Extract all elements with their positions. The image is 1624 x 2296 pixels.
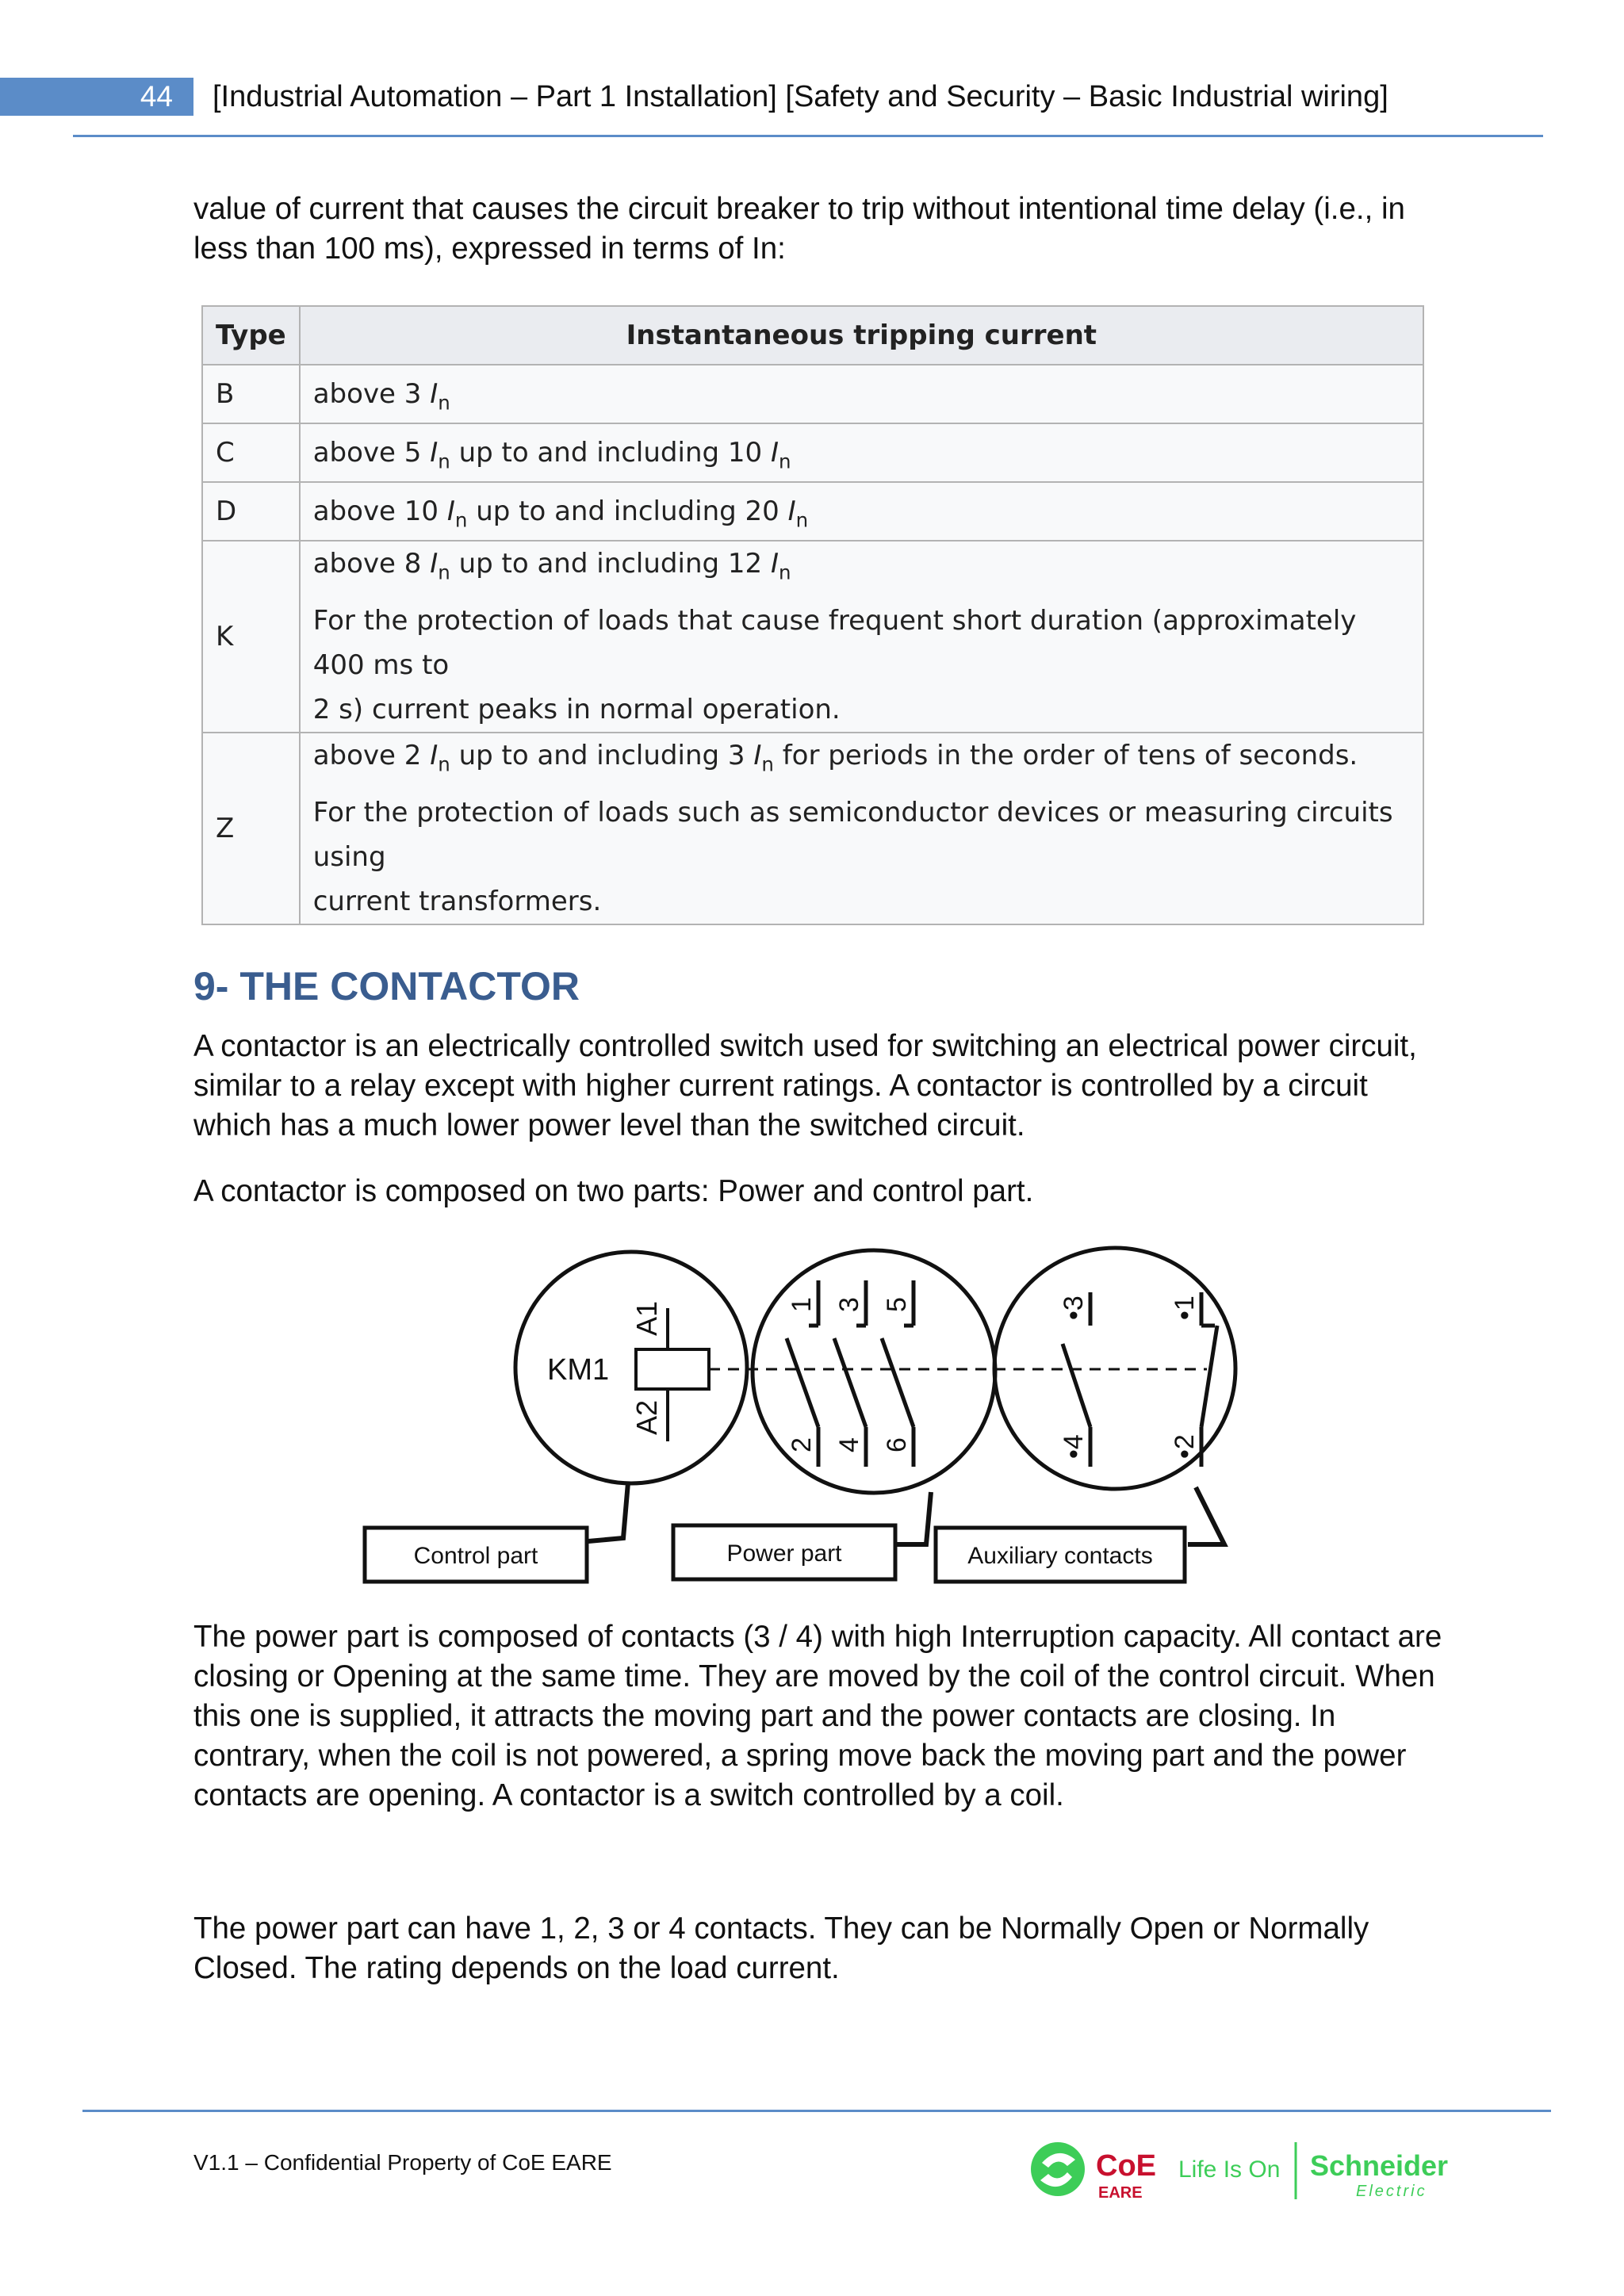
current-cell: above 8 $I_n$ up to and including 12 $I_n$ For the protection of loads that cause frequent short duration (approximately 400 ms to 2 s) current peaks in normal operation.	[300, 541, 1423, 733]
table-header-row	[202, 306, 1423, 365]
intro-paragraph	[193, 189, 1462, 269]
contacts-count-paragraph: The power part can have 1, 2, 3 or 4 contacts. They can be Normally Open or Normally Closed. The rating depends on the load current.	[193, 1911, 1369, 1985]
page-number: 44	[0, 78, 193, 116]
coil-label: KM1	[547, 1353, 610, 1387]
power-terminal-bottom: 2	[787, 1437, 817, 1452]
logo-eare: EARE	[1098, 2184, 1143, 2202]
footer-rule	[82, 2110, 1551, 2112]
header-title: [Industrial Automation – Part 1 Installation] [Safety and Security – Basic Industrial wiring]	[213, 79, 1388, 113]
logo-coe: CoE	[1096, 2149, 1156, 2183]
power-contact-3	[882, 1338, 914, 1427]
power-terminal-bottom: 4	[834, 1437, 864, 1452]
current-cell: above 2 $I_n$ up to and including 3 $I_n$ for periods in the order of tens of seconds. For the protection of loads such as semiconductor devices or measuring circuits using current transformers.	[300, 733, 1423, 924]
power-terminal-bottom: 6	[882, 1437, 912, 1452]
aux-terminal-bottom: •4	[1059, 1434, 1089, 1459]
logo-electric: Electric	[1356, 2183, 1427, 2200]
power-contact-1	[787, 1338, 818, 1427]
power-contact-2	[834, 1338, 866, 1427]
current-cell: above 10 $I_n$ up to and including 20 $I_n$	[300, 482, 1423, 541]
footer-text: V1.1 – Confidential Property of CoE EARE	[193, 2150, 612, 2175]
current-cell: above 3 $I_n$	[300, 365, 1423, 423]
contactor-diagram	[349, 1237, 1269, 1594]
power-part-label: Power part	[726, 1540, 842, 1567]
col-header-type: Type	[202, 306, 300, 365]
section-heading: 9- THE CONTACTOR	[193, 964, 580, 1008]
table-row	[202, 733, 1423, 924]
aux-terminal-top: •3	[1059, 1295, 1089, 1320]
type-cell: C	[202, 423, 300, 482]
power-terminal-top: 1	[787, 1297, 817, 1312]
aux-terminal-bottom: •2	[1170, 1434, 1200, 1459]
col-header-current: Instantaneous tripping current	[300, 306, 1423, 365]
coil-symbol	[636, 1349, 709, 1389]
aux-contacts-label: Auxiliary contacts	[967, 1543, 1153, 1569]
logo-schneider: Schneider	[1310, 2149, 1449, 2182]
power-circle	[753, 1250, 995, 1493]
contactor-parts-paragraph: A contactor is composed on two parts: Power and control part.	[193, 1174, 1034, 1208]
type-cell: Z	[202, 733, 300, 924]
table-row	[202, 541, 1423, 733]
intro-line-2: less than 100 ms), expressed in terms of In:	[193, 232, 786, 266]
footer-logos	[1023, 2131, 1467, 2207]
current-cell: above 5 $I_n$ up to and including 10 $I_n$	[300, 423, 1423, 482]
type-cell: D	[202, 482, 300, 541]
power-terminal-top: 5	[882, 1297, 912, 1312]
control-part-label: Control part	[413, 1543, 538, 1569]
terminal-a1: A1	[630, 1300, 663, 1336]
power-terminal-top: 3	[834, 1297, 864, 1312]
power-part-paragraph: The power part is composed of contacts (3 / 4) with high Interruption capacity. All contact are closing or Opening at the same time. They are moved by the coil of the control circuit. When this one is supplied, it attracts the moving part and the power contacts are closing. In contrary, when the coil is not powered, a spring move back the moving part and the power contacts are opening. A contactor is a switch controlled by a coil.	[193, 1620, 1442, 1812]
aux-terminal-top: •1	[1170, 1295, 1200, 1320]
aux-contact-nc	[1201, 1326, 1217, 1427]
table-row	[202, 423, 1423, 482]
table-row	[202, 365, 1423, 423]
table-row	[202, 482, 1423, 541]
terminal-a2: A2	[630, 1399, 663, 1435]
type-cell: B	[202, 365, 300, 423]
aux-contact-no	[1063, 1344, 1090, 1427]
header-rule	[73, 135, 1543, 137]
tripping-current-table	[201, 305, 1424, 925]
logo-lifeison: Life Is On	[1178, 2156, 1281, 2183]
intro-line-1: value of current that causes the circuit breaker to trip without intentional time delay (i.e., in	[193, 192, 1405, 226]
type-cell: K	[202, 541, 300, 733]
contactor-definition-paragraph: A contactor is an electrically controlled switch used for switching an electrical power circuit, similar to a relay except with higher current ratings. A contactor is controlled by a circuit which has a much lower power level than the switched circuit.	[193, 1029, 1417, 1142]
coe-logo-icon	[1031, 2142, 1085, 2196]
